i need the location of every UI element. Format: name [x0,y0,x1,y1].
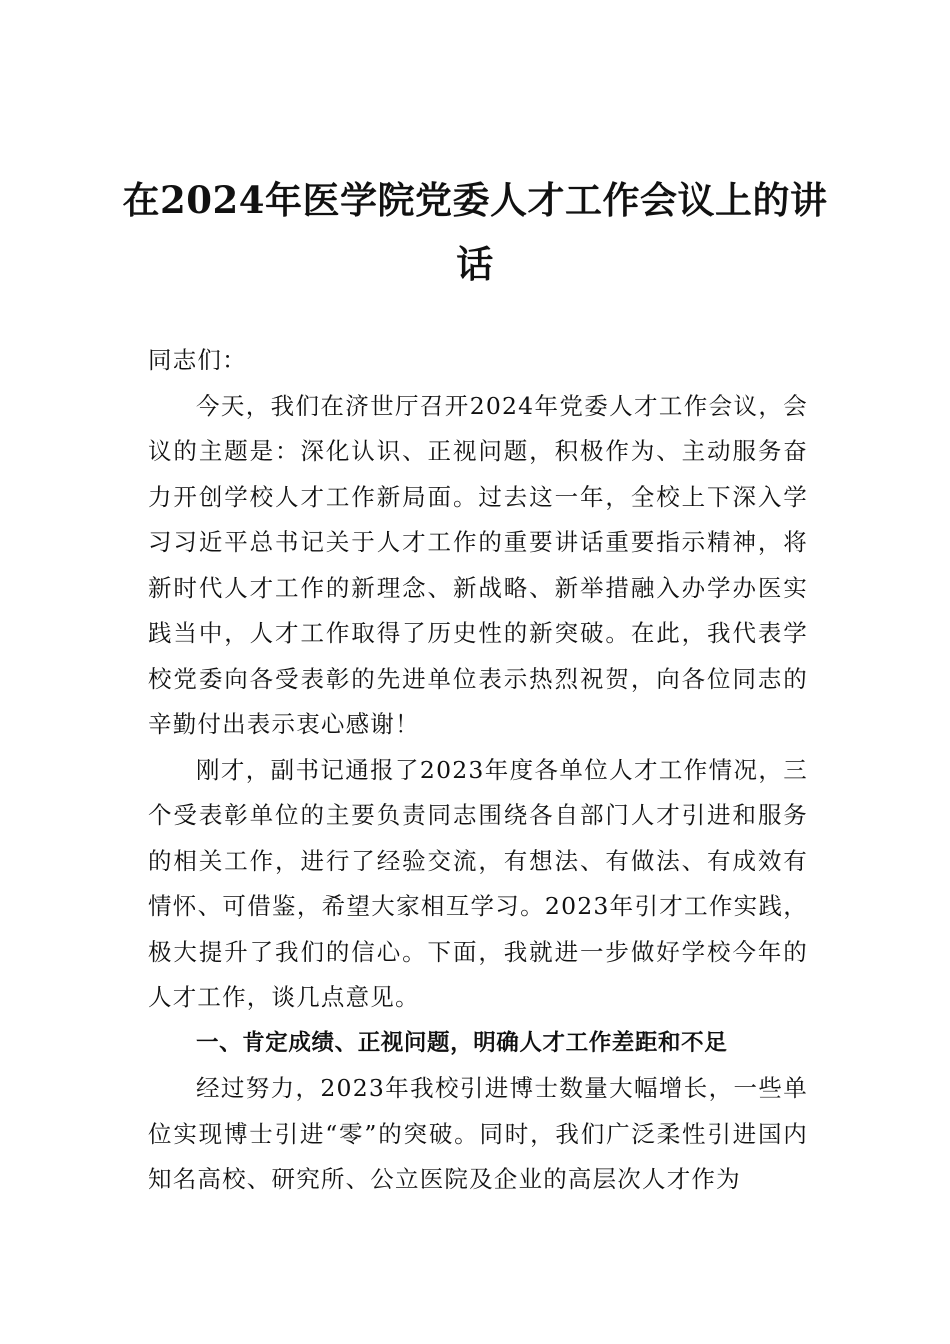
paragraph-review: 刚才，副书记通报了2023年度各单位人才工作情况，三个受表彰单位的主要负责同志围绕各自部门人才引进和服务的相关工作，进行了经验交流，有想法、有做法、有成效有情怀、可借鉴，希望大家相互学习。2023年引才工作实践，极大提升了我们的信心。下面，我就进一步做好学校今年的人才工作，谈几点意见。 [148,755,808,1011]
document-body [148,338,808,1203]
paragraph-section-one: 经过努力，2023年我校引进博士数量大幅增长，一些单位实现博士引进“零”的突破。同时，我们广泛柔性引进国内知名高校、研究所、公立医院及企业的高层次人才作为 [148,1074,808,1193]
document-title: 在2024年医学院党委人才工作会议上的讲话 [122,178,828,286]
salutation: 同志们： [148,346,247,374]
section-heading: 一、肯定成绩、正视问题，明确人才工作差距和不足 [196,1029,728,1056]
paragraph-opening: 今天，我们在济世厅召开2024年党委人才工作会议，会议的主题是：深化认识、正视问题，积极作为、主动服务奋力开创学校人才工作新局面。过去这一年，全校上下深入学习习近平总书记关于人才工作的重要讲话重要指示精神，将新时代人才工作的新理念、新战略、新举措融入办学办医实践当中，人才工作取得了历史性的新突破。在此，我代表学校党委向各受表彰的先进单位表示热烈祝贺，向各位同志的辛勤付出表示衷心感谢！ [148,391,808,738]
